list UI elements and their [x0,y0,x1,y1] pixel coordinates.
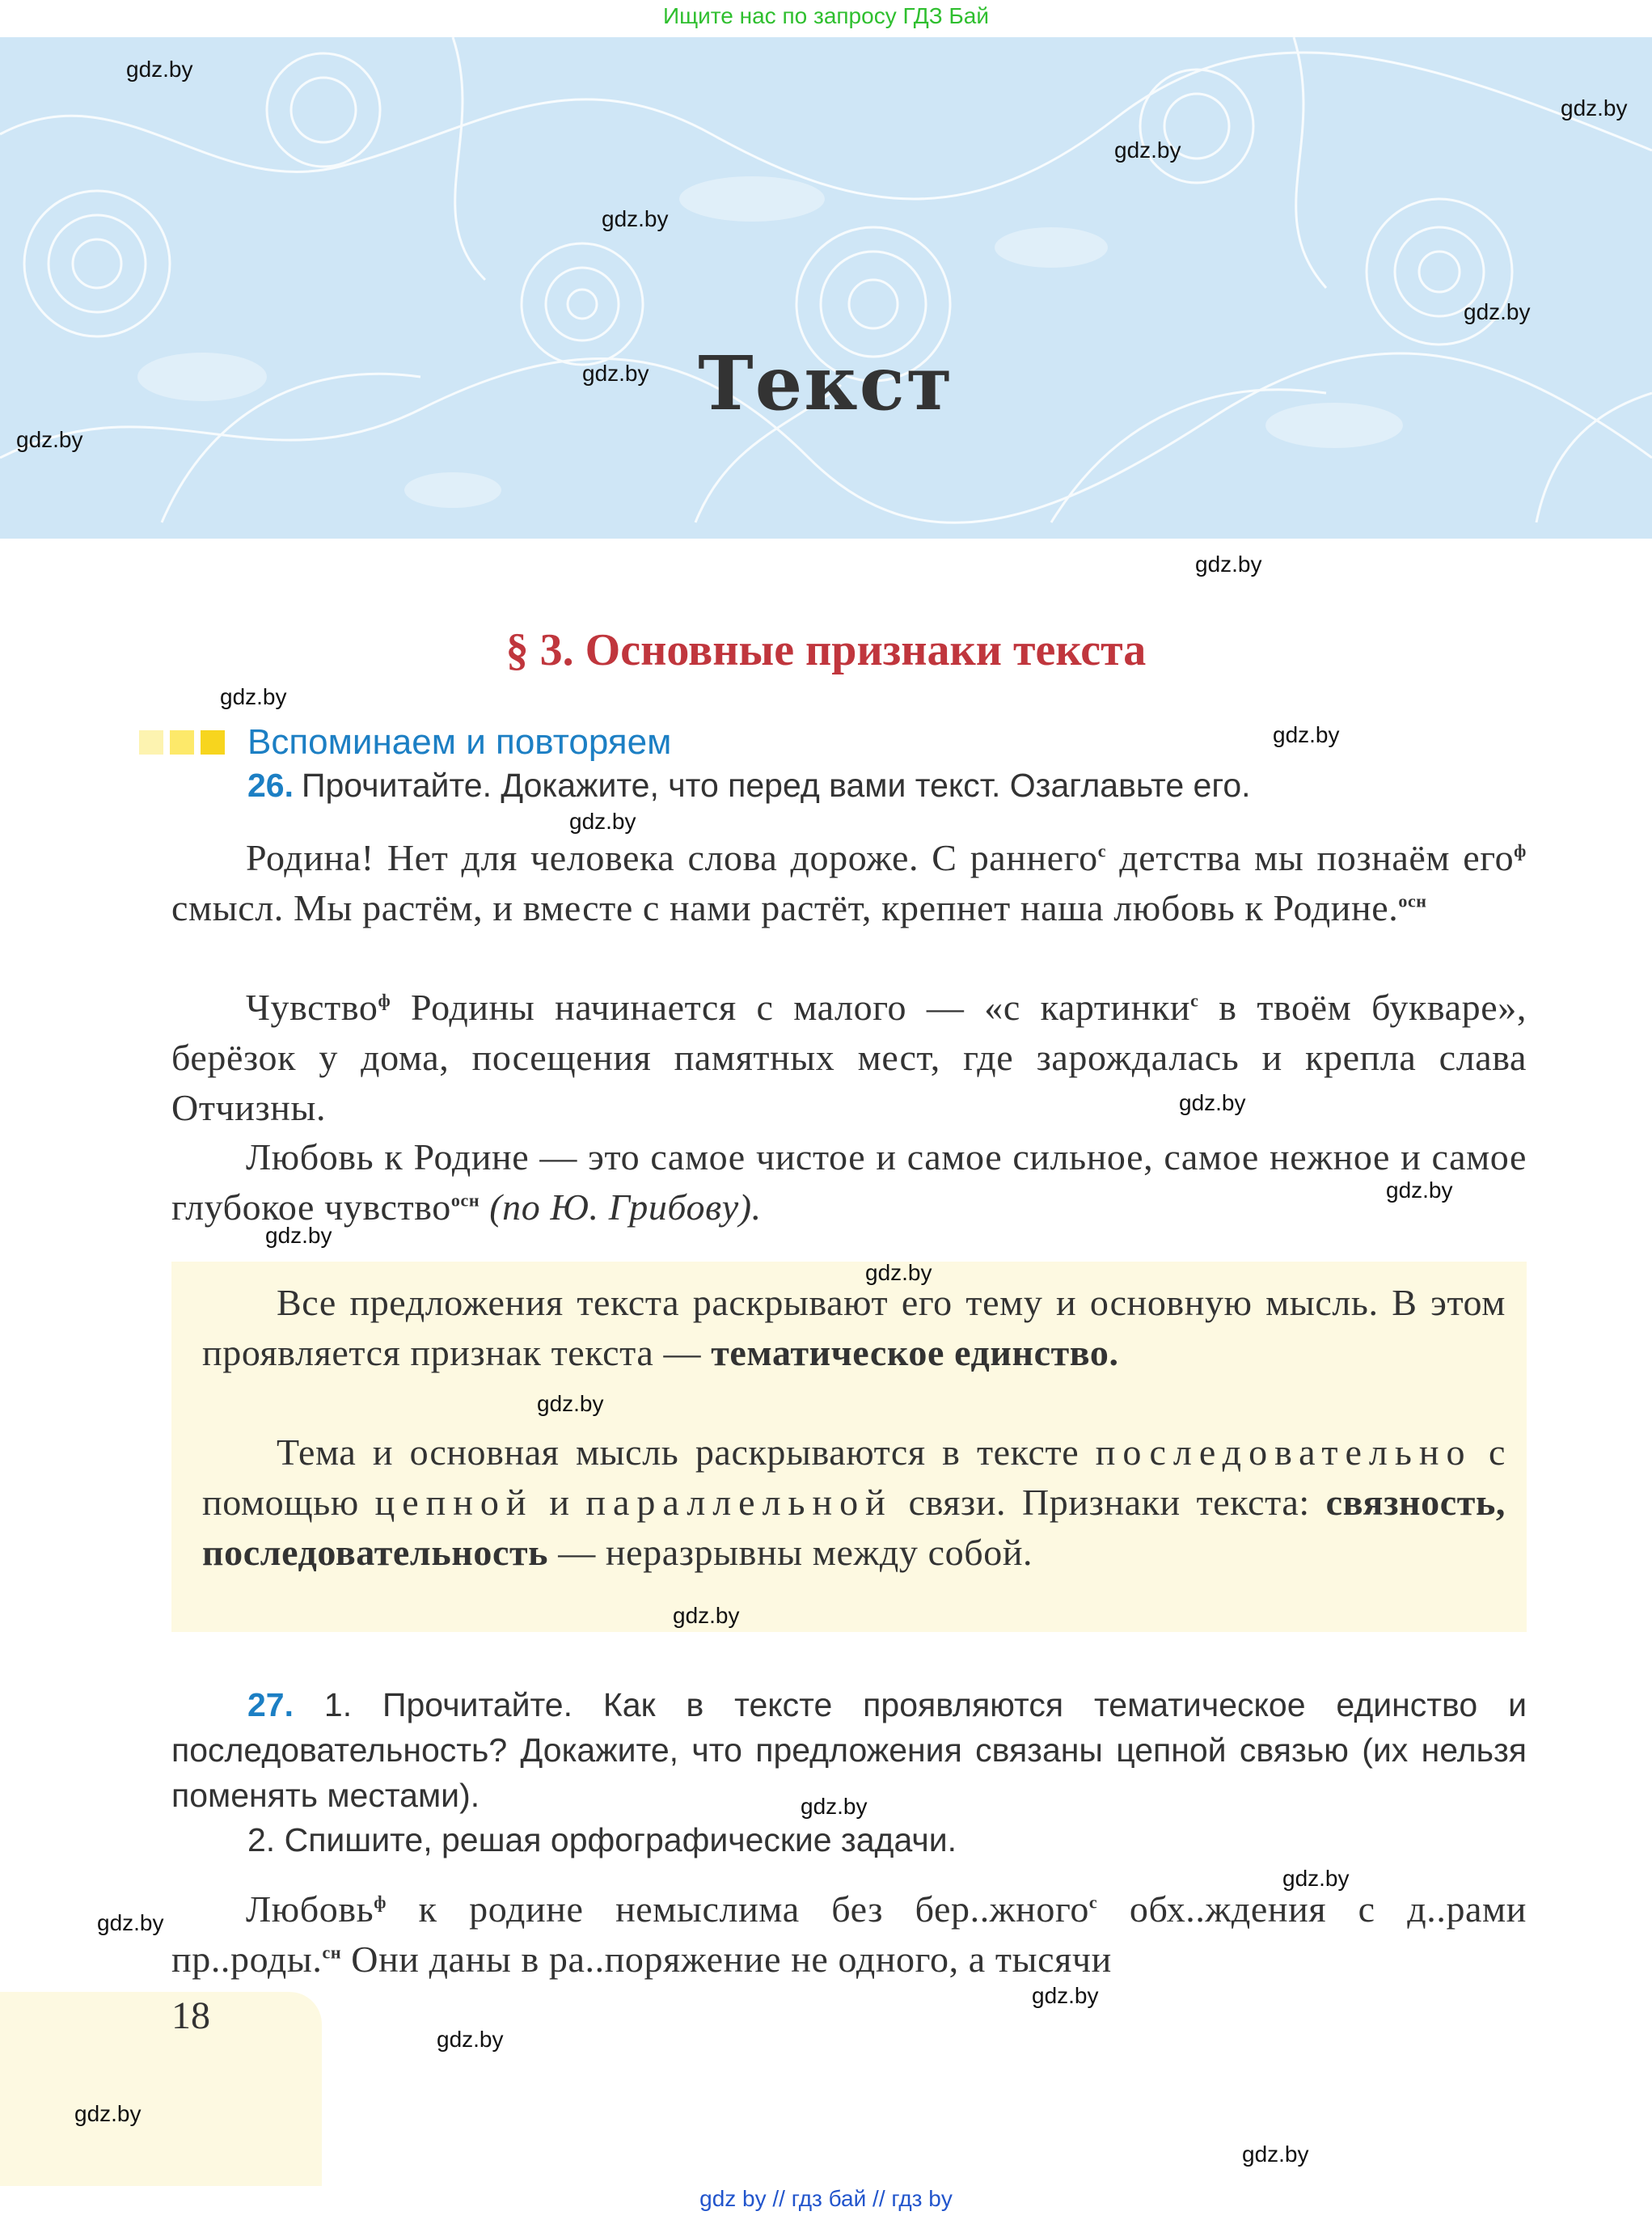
square-icon [201,730,225,755]
rule-box [171,1262,1527,1632]
watermark: gdz.by [537,1391,604,1416]
text-paragraph: Чувство$^ф$ Родины начинается с малого — «с картинки$^с$ в твоём букваре», берёзок у дома, посещения памятных мест, где зарождалась и крепла слава Отчизны. [171,987,1527,1128]
watermark: gdz.by [1386,1178,1453,1203]
floral-ornament [0,37,1652,539]
watermark: gdz.by [801,1794,868,1819]
top-search-banner: Ищите нас по запросу ГДЗ Бай [662,3,990,28]
watermark: gdz.by [265,1223,332,1248]
page-number: 18 [171,1994,210,2037]
square-icon [139,730,163,755]
rule-paragraph: Тема и основная мысль раскрываются в тексте последовательно с помощью цепной и параллельной связи. Признаки текста: связность, последовательность — неразрывны между собой. [202,1431,1506,1573]
watermark: gdz.by [1114,137,1181,163]
watermark: gdz.by [437,2027,504,2052]
rule-paragraph: Все предложения текста раскрывают его тему и основную мысль. В этом проявляется признак текста — тематическое единство. [202,1282,1506,1373]
task-text: Прочитайте. Докажите, что перед вами текст. Озаглавьте его. [302,767,1251,804]
page-corner [0,1992,322,2186]
watermark: gdz.by [97,1910,164,1935]
square-icon [170,730,194,755]
watermark: gdz.by [126,57,193,82]
watermark: gdz.by [1464,299,1531,324]
text-paragraph: Родина! Нет для человека слова дороже. С раннего$^с$ детства мы познаём его$^ф$ смысл. Мы растём, и вместе с нами растёт, крепнет наша любовь к Родине.$^{осн}$ [171,837,1527,928]
watermark: gdz.by [673,1603,740,1628]
task-26-instruction [247,767,1251,805]
text-paragraph: Любовь к Родине — это самое чистое и самое сильное, самое нежное и самое глубокое чувство$^{осн}$ (по Ю. Грибову). [171,1136,1527,1228]
watermark: gdz.by [1179,1090,1246,1115]
watermark: gdz.by [1282,1866,1350,1891]
watermark: gdz.by [1195,552,1262,577]
chapter-banner [0,37,1652,539]
repeat-label: Вспоминаем и повторяем [247,722,672,762]
watermark: gdz.by [865,1260,932,1285]
watermark: gdz.by [74,2101,142,2126]
watermark: gdz.by [582,361,649,386]
task-27-item-2: 2. Спишите, решая орфографические задачи. [247,1821,957,1858]
footer-links[interactable]: gdz by // гдз бай // гдз by [699,2186,953,2211]
repeat-heading [139,722,671,763]
exercise-text: Любовь$^ф$ к родине немыслима без бер..жного$^с$ обх..ждения с д..рами пр..роды.$^{сн}$ Они даны в ра..поряжение не одного, а тысячи [171,1888,1527,1980]
watermark: gdz.by [569,809,636,834]
watermark: gdz.by [1273,722,1340,747]
watermark: gdz.by [220,684,287,709]
watermark: gdz.by [1561,95,1628,121]
task-27-item-1: 27. 1. Прочитайте. Как в тексте проявляются тематическое единство и последовательность? Докажите, что предложения связаны цепной связью (их нельзя поменять местами). [171,1686,1527,1814]
watermark: gdz.by [1032,1983,1099,2008]
watermark: gdz.by [602,206,669,231]
watermark: gdz.by [16,427,83,452]
watermark: gdz.by [1242,2142,1309,2167]
section-title: § 3. Основные признаки текста [505,625,1147,675]
chapter-title: Текст [698,340,954,427]
task-number: 26. [247,767,294,804]
task-number: 27. [247,1686,294,1723]
